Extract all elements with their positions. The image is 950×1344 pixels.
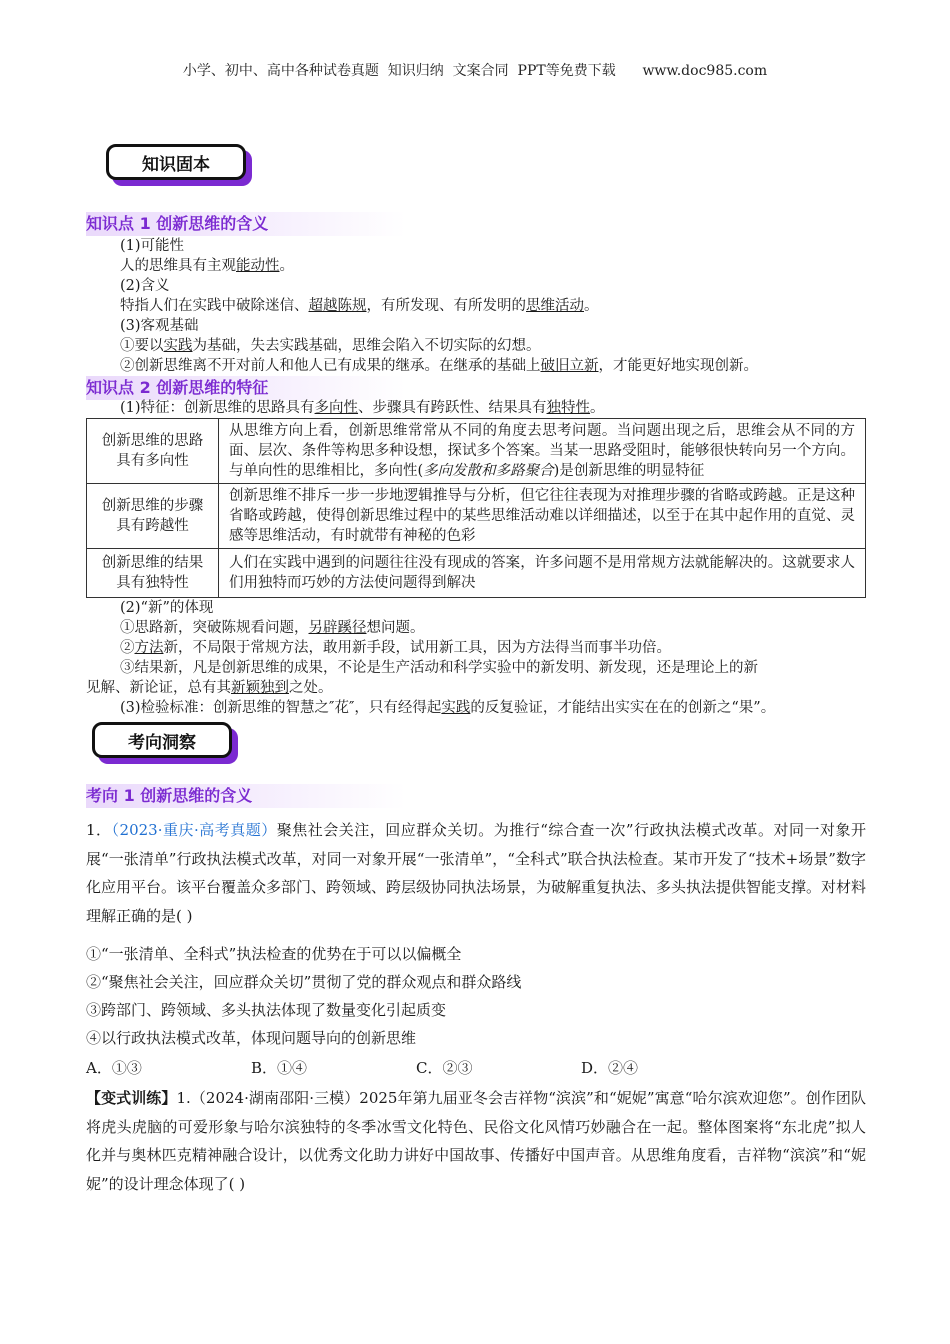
table-cell-desc: 创新思维不排斥一步一步地逻辑推导与分析，但它往往表现为对推理步骤的省略或跨越。正是这种省略或跨越，使得创新思维过程中的某些思维活动难以详细描述，以至于在其中起作用的直觉、灵感等思维活动，有时就带有神秘的色彩: [219, 484, 866, 549]
option-item: ④以行政执法模式改革，体现问题导向的创新思维: [86, 1029, 417, 1047]
section-badge-exam: [92, 722, 242, 764]
kp1-line-4: 特指人们在实践中破除迷信、超越陈规，有所发现、有所发明的思维活动。: [120, 298, 599, 314]
table-cell-desc: 人们在实践中遇到的问题往往没有现成的答案，许多问题不是用常规方法就能解决的。这就要求人们用独特而巧妙的方法使问题得到解决: [219, 549, 866, 598]
table-row: [87, 484, 866, 549]
choice-a[interactable]: A．①③: [86, 1059, 142, 1077]
option-item: ②“聚焦社会关注，回应群众关切”贯彻了党的群众观点和群众路线: [86, 973, 522, 991]
kx1-title: 考向 1 创新思维的含义: [86, 784, 406, 808]
table-cell-desc: 从思维方向上看，创新思维常常从不同的角度去思考问题。当问题出现之后，思维会从不同的方面、层次、条件等构思多种设想，探试多个答案。当某一思路受阻时，能够很快转向另一个方向。与单向性的思维相比，多向性(多向发散和多路聚合)是创新思维的明显特征: [219, 419, 866, 484]
choice-b[interactable]: B．①④: [251, 1059, 308, 1077]
page-header: 小学、初中、高中各种试卷真题 知识归纳 文案合同 PPT等免费下载 www.doc985.com: [182, 63, 768, 79]
kp1-line-6: ①要以实践为基础，失去实践基础，思维会陷入不切实际的幻想。: [120, 338, 541, 354]
kp2-line-6: 见解、新论证，总有其新颖独到之处。: [86, 680, 333, 696]
table-cell-name: 创新思维的结果具有独特性: [87, 549, 219, 598]
kp1-line-3: (2)含义: [120, 278, 170, 294]
question-1: 1．（2023·重庆·高考真题）聚焦社会关注，回应群众关切。为推行“综合查一次”行政执法模式改革。对同一对象开展“一张清单”行政执法模式改革，对同一对象开展“一张清单”，“全科式”联合执法检查。某市开发了“技术+场景”数字化应用平台。该平台覆盖众多部门、跨领域、跨层级协同执法场景，为破解重复执法、多头执法提供智能支撑。对材料理解正确的是( ): [86, 821, 867, 925]
option-item: ①“一张清单、全科式”执法检查的优势在于可以以偏概全: [86, 945, 462, 963]
kp1-title: 知识点 1 创新思维的含义: [86, 212, 406, 236]
option-item: ③跨部门、跨领域、多头执法体现了数量变化引起质变: [86, 1001, 447, 1019]
choice-c[interactable]: C．②③: [416, 1059, 473, 1077]
kp1-line-5: (3)客观基础: [120, 318, 199, 334]
kp1-line-7: ②创新思维离不开对前人和他人已有成果的继承。在继承的基础上破旧立新，才能更好地实现创新。: [120, 358, 758, 374]
feature-table: [86, 418, 866, 598]
kp2-line-5: ③结果新，凡是创新思维的成果，不论是生产活动和科学实验中的新发明、新发现，还是理论上的新: [120, 660, 758, 676]
table-row: [87, 549, 866, 598]
kp2-line-1: (1)特征：创新思维的思路具有多向性、步骤具有跨跃性、结果具有独特性。: [120, 400, 605, 416]
badge-label: 考向洞察: [92, 722, 232, 758]
table-row: [87, 419, 866, 484]
section-badge-knowledge: [106, 144, 256, 186]
kp2-line-3: ①思路新，突破陈规看问题，另辟蹊径想问题。: [120, 620, 425, 636]
variant-question: 【变式训练】1.（2024·湖南邵阳·三模）2025年第九届亚冬会吉祥物“滨滨”和“妮妮”寓意“哈尔滨欢迎您”。创作团队将虎头虎脑的可爱形象与哈尔滨独特的冬季冰雪文化特色、民俗文化风情巧妙融合在一起。整体图案将“东北虎”拟人化并与奥林匹克精神融合设计，以优秀文化助力讲好中国故事、传播好中国声音。从思维角度看，吉祥物“滨滨”和“妮妮”的设计理念体现了( ): [86, 1089, 866, 1193]
kp2-title: 知识点 2 创新思维的特征: [86, 376, 406, 400]
choice-d[interactable]: D．②④: [581, 1059, 639, 1077]
answer-choices: [86, 1057, 786, 1078]
kp2-line-4: ②方法新，不局限于常规方法，敢用新手段，试用新工具，因为方法得当而事半功倍。: [120, 640, 671, 656]
table-cell-name: 创新思维的步骤具有跨越性: [87, 484, 219, 549]
kp2-line-2: (2)“新”的体现: [120, 600, 214, 616]
badge-label: 知识固本: [106, 144, 246, 180]
kp1-line-1: (1)可能性: [120, 238, 185, 254]
variant-label: 【变式训练】: [86, 1089, 177, 1107]
kp1-line-2: 人的思维具有主观能动性。: [120, 258, 294, 274]
question-source: （2023·重庆·高考真题）: [111, 821, 277, 839]
kp2-line-7: (3)检验标准：创新思维的智慧之″花″，只有经得起实践的反复验证，才能结出实实在在的创新之“果”。: [120, 700, 776, 716]
table-cell-name: 创新思维的思路具有多向性: [87, 419, 219, 484]
